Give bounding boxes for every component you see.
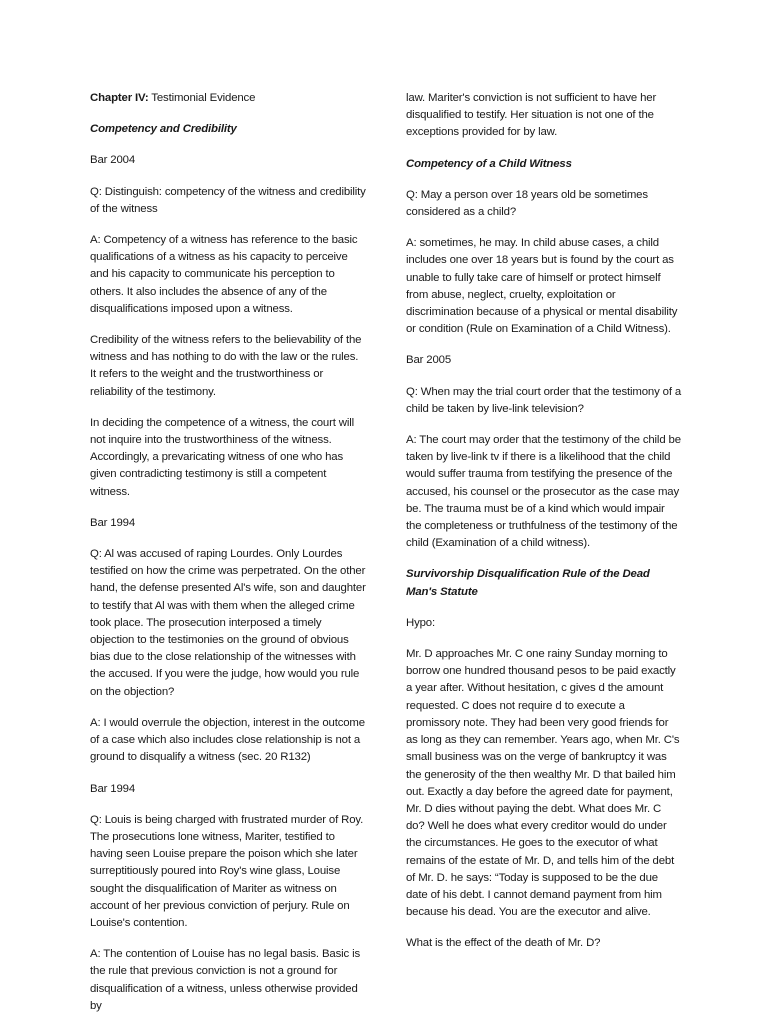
answer-paragraph: A: The contention of Louise has no legal basis. Basic is the rule that previous conviction is not a ground for disqualification of a witness, unless otherwise provided by — [90, 948, 360, 1012]
hypo-label: Hypo: — [406, 616, 436, 629]
chapter-heading — [90, 90, 366, 107]
chapter-title: Testimonial Evidence — [148, 92, 256, 104]
bar-label-1994: Bar 1994 — [90, 782, 136, 795]
bar-label-2005: Bar 2005 — [406, 354, 452, 367]
hypo-question: What is the effect of the death of Mr. D? — [406, 937, 601, 950]
answer-paragraph-continued: law. Mariter's conviction is not sufficient to have her disqualified to testify. Her situation is not one of the exceptions provided for by law. — [406, 92, 657, 139]
bar-label-1994: Bar 1994 — [90, 516, 136, 529]
answer-paragraph: A: Competency of a witness has reference to the basic qualifications of a witness as his capacity to perceive and his capacity to communicate his perception to others. It also includes the absence of any of the disqualifications imposed upon a witness. — [90, 234, 358, 315]
section-heading-dead-mans-statute: Survivorship Disqualification Rule of the Dead Man's Statute — [406, 568, 650, 598]
question-paragraph: Q: When may the trial court order that the testimony of a child be taken by live-link television? — [406, 385, 682, 415]
question-paragraph: Q: Louis is being charged with frustrated murder of Roy. The prosecutions lone witness, Mariter, testified to having seen Louise prepare the poison which she later surreptitiously poured into Roy's wine glass, Louise sought the disqualification of Mariter as witness on account of her previous conviction of perjury. Rule on Louise's contention. — [90, 813, 364, 929]
question-paragraph: Q: Distinguish: competency of the witness and credibility of the witness — [90, 185, 366, 215]
answer-paragraph: A: The court may order that the testimony of the child be taken by live-link tv if there is a likelihood that the child would suffer trauma from testifying the presence of the accused, his counsel or the prosecutor as the case may be. The trauma must be of a kind which would impair the completeness or truthfulness of the testimony of the child (Examination of a child witness). — [406, 434, 681, 550]
left-column — [90, 90, 366, 1029]
section-heading-child-witness: Competency of a Child Witness — [406, 157, 572, 170]
question-paragraph: Q: Al was accused of raping Lourdes. Only Lourdes testified on how the crime was perpetrated. On the other hand, the defense presented Al's wife, son and daughter to testify that Al was with them when the alleged crime took place. The prosecution interposed a timely objection to the testimonies on the ground of obvious bias due to the close relationship of the witnesses with the accused. If you were the judge, how would you rule on the objection? — [90, 548, 366, 698]
question-paragraph: Q: May a person over 18 years old be sometimes considered as a child? — [406, 188, 648, 219]
bar-label-2004: Bar 2004 — [90, 154, 136, 167]
body-paragraph: Credibility of the witness refers to the believability of the witness and has nothing to do with the law or the rules. It refers to the weight and the trustworthiness or reliability of the testimony. — [90, 334, 362, 398]
right-column — [406, 90, 682, 967]
hypo-story-paragraph: Mr. D approaches Mr. C one rainy Sunday morning to borrow one hundred thousand pesos to be paid exactly a year after. Without hesitation, c gives d the amount requested. C does not require d to execute a promissory note. They had been very good friends for as long as they can remember. Years ago, when Mr. C's small business was on the verge of bankruptcy it was the generosity of the then wealthy Mr. D that bailed him out. Exactly a day before the agreed date for payment, Mr. D dies without paying the debt. What does Mr. C do? Well he does what every creditor would do under the circumstances. He goes to the executor of what remains of the estate of Mr. D, and tells him of the debt of Mr. D. he says: “Today is supposed to be the due date of his debt. I cannot demand payment from him because his dead. You are the executor and alive. — [406, 648, 680, 919]
chapter-number: Chapter IV: — [90, 92, 149, 104]
answer-paragraph: A: sometimes, he may. In child abuse cases, a child includes one over 18 years but is found by the court as unable to fully take care of himself or protect himself from abuse, neglect, cruelty, exploitation or discrimination because of a physical or mental disability or condition (Rule on Examination of a Child Witness). — [406, 237, 678, 336]
body-paragraph: In deciding the competence of a witness, the court will not inquire into the trustworthiness of the witness. Accordingly, a prevaricating witness of one who has given contradicting testimony is still a competent witness. — [90, 416, 355, 498]
section-heading-competency-credibility: Competency and Credibility — [90, 123, 237, 136]
answer-paragraph: A: I would overrule the objection, interest in the outcome of a case which also includes close relationship is not a ground to disqualify a witness (sec. 20 R132) — [90, 716, 365, 764]
